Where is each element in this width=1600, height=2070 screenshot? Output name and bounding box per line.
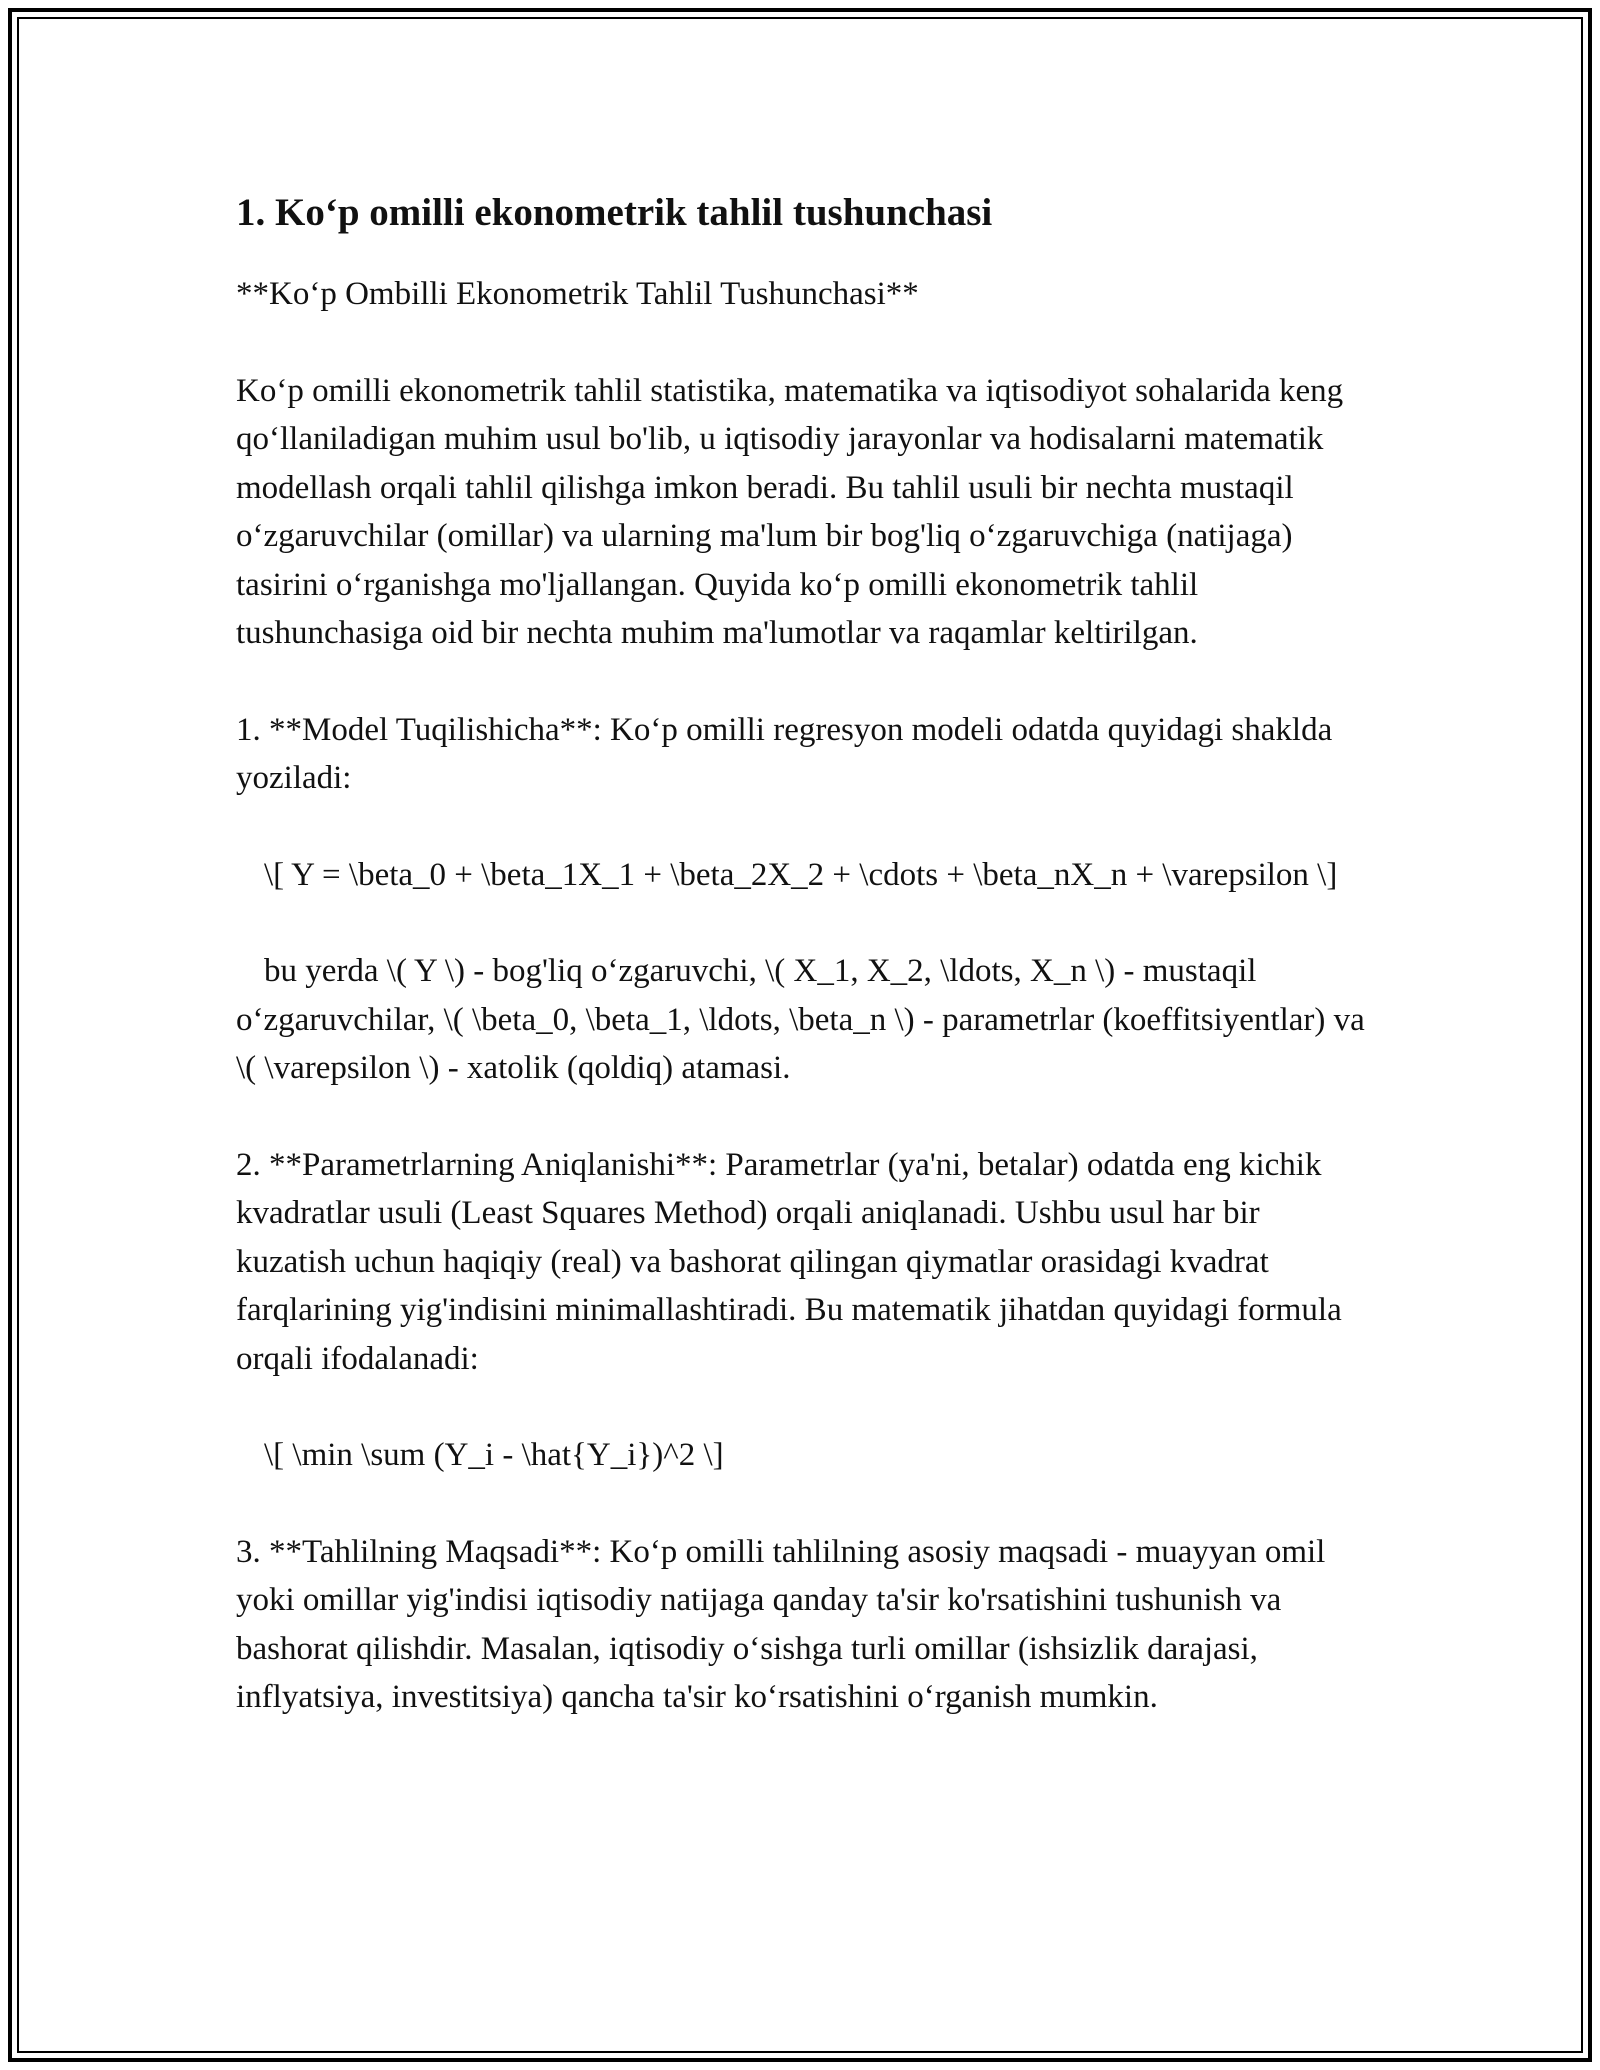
item-1-formula: \[ Y = \beta_0 + \beta_1X_1 + \beta_2X_2 + \cdots + \beta_nX_n + \varepsilon \] bbox=[264, 856, 1338, 893]
intro-paragraph: Koʻp omilli ekonometrik tahlil statistika, matematika va iqtisodiyot sohalarida keng qoʻllaniladigan muhim usul bo'lib, u iqtisodiy jarayonlar va hodisalarni matematik modellash orqali tahlil qilishga imkon beradi. Bu tahlil usuli bir nechta mustaqil oʻzgaruvchilar (omillar) va ularning ma'lum bir bog'liq oʻzgaruvchiga (natijaga) tasirini oʻrganishga mo'ljallangan. Quyida koʻp omilli ekonometrik tahlil tushunchasiga oid bir nechta muhim ma'lumotlar va raqamlar keltirilgan. bbox=[236, 372, 1352, 651]
item-2-formula: \[ \min \sum (Y_i - \hat{Y_i})^2 \] bbox=[264, 1437, 724, 1473]
item-3-text: 3. **Tahlilning Maqsadi**: Koʻp omilli tahlilning asosiy maqsadi - muayyan omil yoki omillar yig'indisi iqtisodiy natijaga qanday ta'sir ko'rsatishini tushunish va bashorat qilishdir. Masalan, iqtisodiy oʻsishga turli omillar (ishsizlik darajasi, inflyatsiya, investitsiya) qancha ta'sir koʻrsatishini oʻrganish mumkin. bbox=[236, 1533, 1334, 1715]
item-2-text: 2. **Parametrlarning Aniqlanishi**: Parametrlar (ya'ni, betalar) odatda eng kichik kvadratlar usuli (Least Squares Method) orqali aniqlanadi. Ushbu usul har bir kuzatish uchun haqiqiy (real) va bashorat qilingan qiymatlar orasidagi kvadrat farqlarining yig'indisini minimallashtiradi. Bu matematik jihatdan quyidagi formula orqali ifodalanadi: bbox=[236, 1146, 1350, 1377]
subtitle: **Koʻp Ombilli Ekonometrik Tahlil Tushunchasi** bbox=[236, 276, 919, 312]
document-body bbox=[236, 186, 1374, 1722]
item-1-text: 1. **Model Tuqilishicha**: Koʻp omilli regresyon modeli odatda quyidagi shaklda yoziladi: bbox=[236, 711, 1341, 796]
page-title: 1. Koʻp omilli ekonometrik tahlil tushunchasi bbox=[236, 191, 993, 234]
item-1-explanation bbox=[236, 947, 1374, 1093]
item-1-explanation-text: bu yerda \( Y \) - bog'liq oʻzgaruvchi, \( X_1, X_2, \ldots, X_n \) - mustaqil oʻzgaruvchilar, \( \beta_0, \beta_1, \ldots, \beta_n \) - parametrlar (koeffitsiyentlar) va \( \varepsilon \) - xatolik (qoldiq) atamasi. bbox=[236, 953, 1374, 1086]
